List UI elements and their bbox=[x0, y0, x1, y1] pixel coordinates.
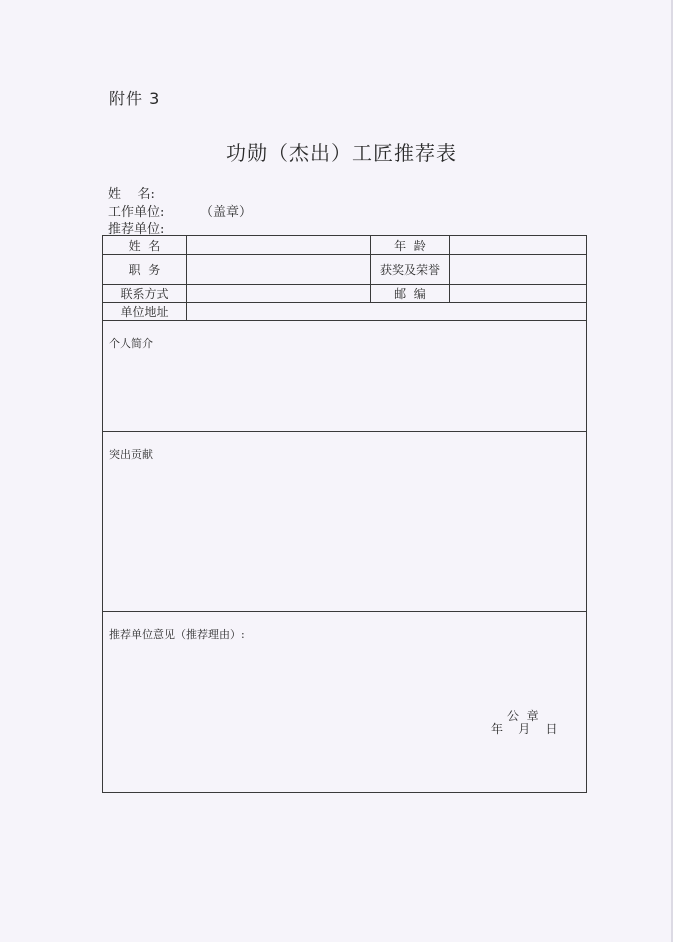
recommender-header-label: 推荐单位: bbox=[108, 222, 165, 237]
table-row bbox=[103, 321, 587, 432]
name-header-label: 姓 名: bbox=[108, 187, 155, 202]
awards-label: 获奖及荣誉 bbox=[371, 255, 450, 285]
postcode-field[interactable] bbox=[450, 285, 587, 303]
address-field[interactable] bbox=[187, 303, 587, 321]
profile-section[interactable] bbox=[103, 321, 587, 432]
age-field[interactable] bbox=[450, 236, 587, 255]
address-label: 单位地址 bbox=[103, 303, 187, 321]
table-row bbox=[103, 612, 587, 793]
profile-label: 个人简介 bbox=[109, 337, 153, 350]
contribution-label: 突出贡献 bbox=[109, 448, 153, 461]
postcode-label: 邮 编 bbox=[371, 285, 450, 303]
name-field[interactable] bbox=[187, 236, 371, 255]
recommendation-opinion-section[interactable] bbox=[103, 612, 587, 793]
age-label: 年 龄 bbox=[371, 236, 450, 255]
recommendation-form-table bbox=[102, 235, 587, 793]
position-field[interactable] bbox=[187, 255, 371, 285]
attachment-label: 附件 3 bbox=[109, 89, 161, 108]
contact-field[interactable] bbox=[187, 285, 371, 303]
seal-note: （盖章） bbox=[200, 205, 253, 220]
page-title: 功勋（杰出）工匠推荐表 bbox=[226, 141, 457, 165]
table-row bbox=[103, 432, 587, 612]
position-label: 职 务 bbox=[103, 255, 187, 285]
date-label: 年 月 日 bbox=[491, 722, 558, 736]
table-row bbox=[103, 236, 587, 255]
table-row bbox=[103, 303, 587, 321]
awards-field[interactable] bbox=[450, 255, 587, 285]
name-label: 姓 名 bbox=[103, 236, 187, 255]
contribution-section[interactable] bbox=[103, 432, 587, 612]
table-row bbox=[103, 255, 587, 285]
table-row bbox=[103, 285, 587, 303]
opinion-label: 推荐单位意见（推荐理由）: bbox=[109, 628, 245, 641]
contact-label: 联系方式 bbox=[103, 285, 187, 303]
workplace-header-label: 工作单位: bbox=[108, 205, 165, 220]
seal-label: 公 章 bbox=[507, 709, 539, 723]
